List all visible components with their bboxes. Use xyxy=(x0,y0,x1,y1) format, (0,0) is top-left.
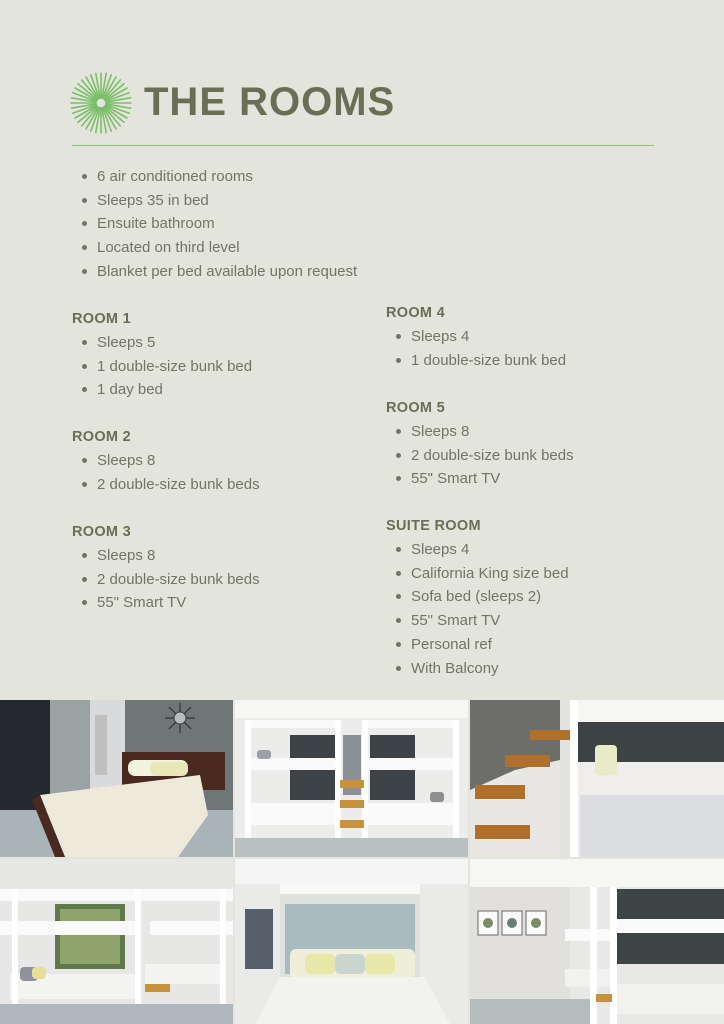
photo-bunk-art xyxy=(470,859,724,1024)
room-title: ROOM 5 xyxy=(386,400,445,416)
photo-stairs-bunk xyxy=(470,700,724,857)
list-item: 1 double-size bunk bed xyxy=(386,349,566,373)
list-item: 55" Smart TV xyxy=(386,467,574,491)
room-title: ROOM 3 xyxy=(72,524,131,540)
list-item: Sofa bed (sleeps 2) xyxy=(386,585,569,609)
list-item: 55" Smart TV xyxy=(72,591,260,615)
list-item: California King size bed xyxy=(386,562,569,586)
list-item: 1 day bed xyxy=(72,378,252,402)
list-item: Sleeps 5 xyxy=(72,331,252,355)
overview-list xyxy=(72,165,357,284)
page-title: THE ROOMS xyxy=(144,80,396,124)
list-item: 55" Smart TV xyxy=(386,609,569,633)
list-item: Located on third level xyxy=(72,236,357,260)
sunburst-logo-icon xyxy=(70,72,132,134)
list-item: Ensuite bathroom xyxy=(72,212,357,236)
list-item: 1 double-size bunk bed xyxy=(72,355,252,379)
room-1-section xyxy=(72,309,252,402)
list-item: Blanket per bed available upon request xyxy=(72,260,357,284)
list-item: Sleeps 35 in bed xyxy=(72,189,357,213)
room-photo-grid xyxy=(0,700,724,1024)
divider-line xyxy=(72,145,654,146)
room-3-section xyxy=(72,522,260,615)
list-item: Sleeps 4 xyxy=(386,538,569,562)
room-4-section xyxy=(386,303,566,372)
list-item: 2 double-size bunk beds xyxy=(72,473,260,497)
room-title: ROOM 2 xyxy=(72,429,131,445)
room-title: ROOM 1 xyxy=(72,311,131,327)
list-item: 2 double-size bunk beds xyxy=(72,568,260,592)
list-item: Personal ref xyxy=(386,633,569,657)
list-item: Sleeps 4 xyxy=(386,325,566,349)
list-item: 2 double-size bunk beds xyxy=(386,444,574,468)
photo-king-bed xyxy=(0,700,233,857)
room-title: SUITE ROOM xyxy=(386,518,481,534)
room-title: ROOM 4 xyxy=(386,305,445,321)
list-item: With Balcony xyxy=(386,657,569,681)
list-item: Sleeps 8 xyxy=(72,449,260,473)
room-2-section xyxy=(72,427,260,496)
list-item: Sleeps 8 xyxy=(386,420,574,444)
list-item: Sleeps 8 xyxy=(72,544,260,568)
photo-suite-bed xyxy=(235,859,468,1024)
suite-room-section xyxy=(386,516,569,680)
room-5-section xyxy=(386,398,574,491)
list-item: 6 air conditioned rooms xyxy=(72,165,357,189)
photo-bunks-window xyxy=(0,859,233,1024)
photo-bunk-beds xyxy=(235,700,468,857)
